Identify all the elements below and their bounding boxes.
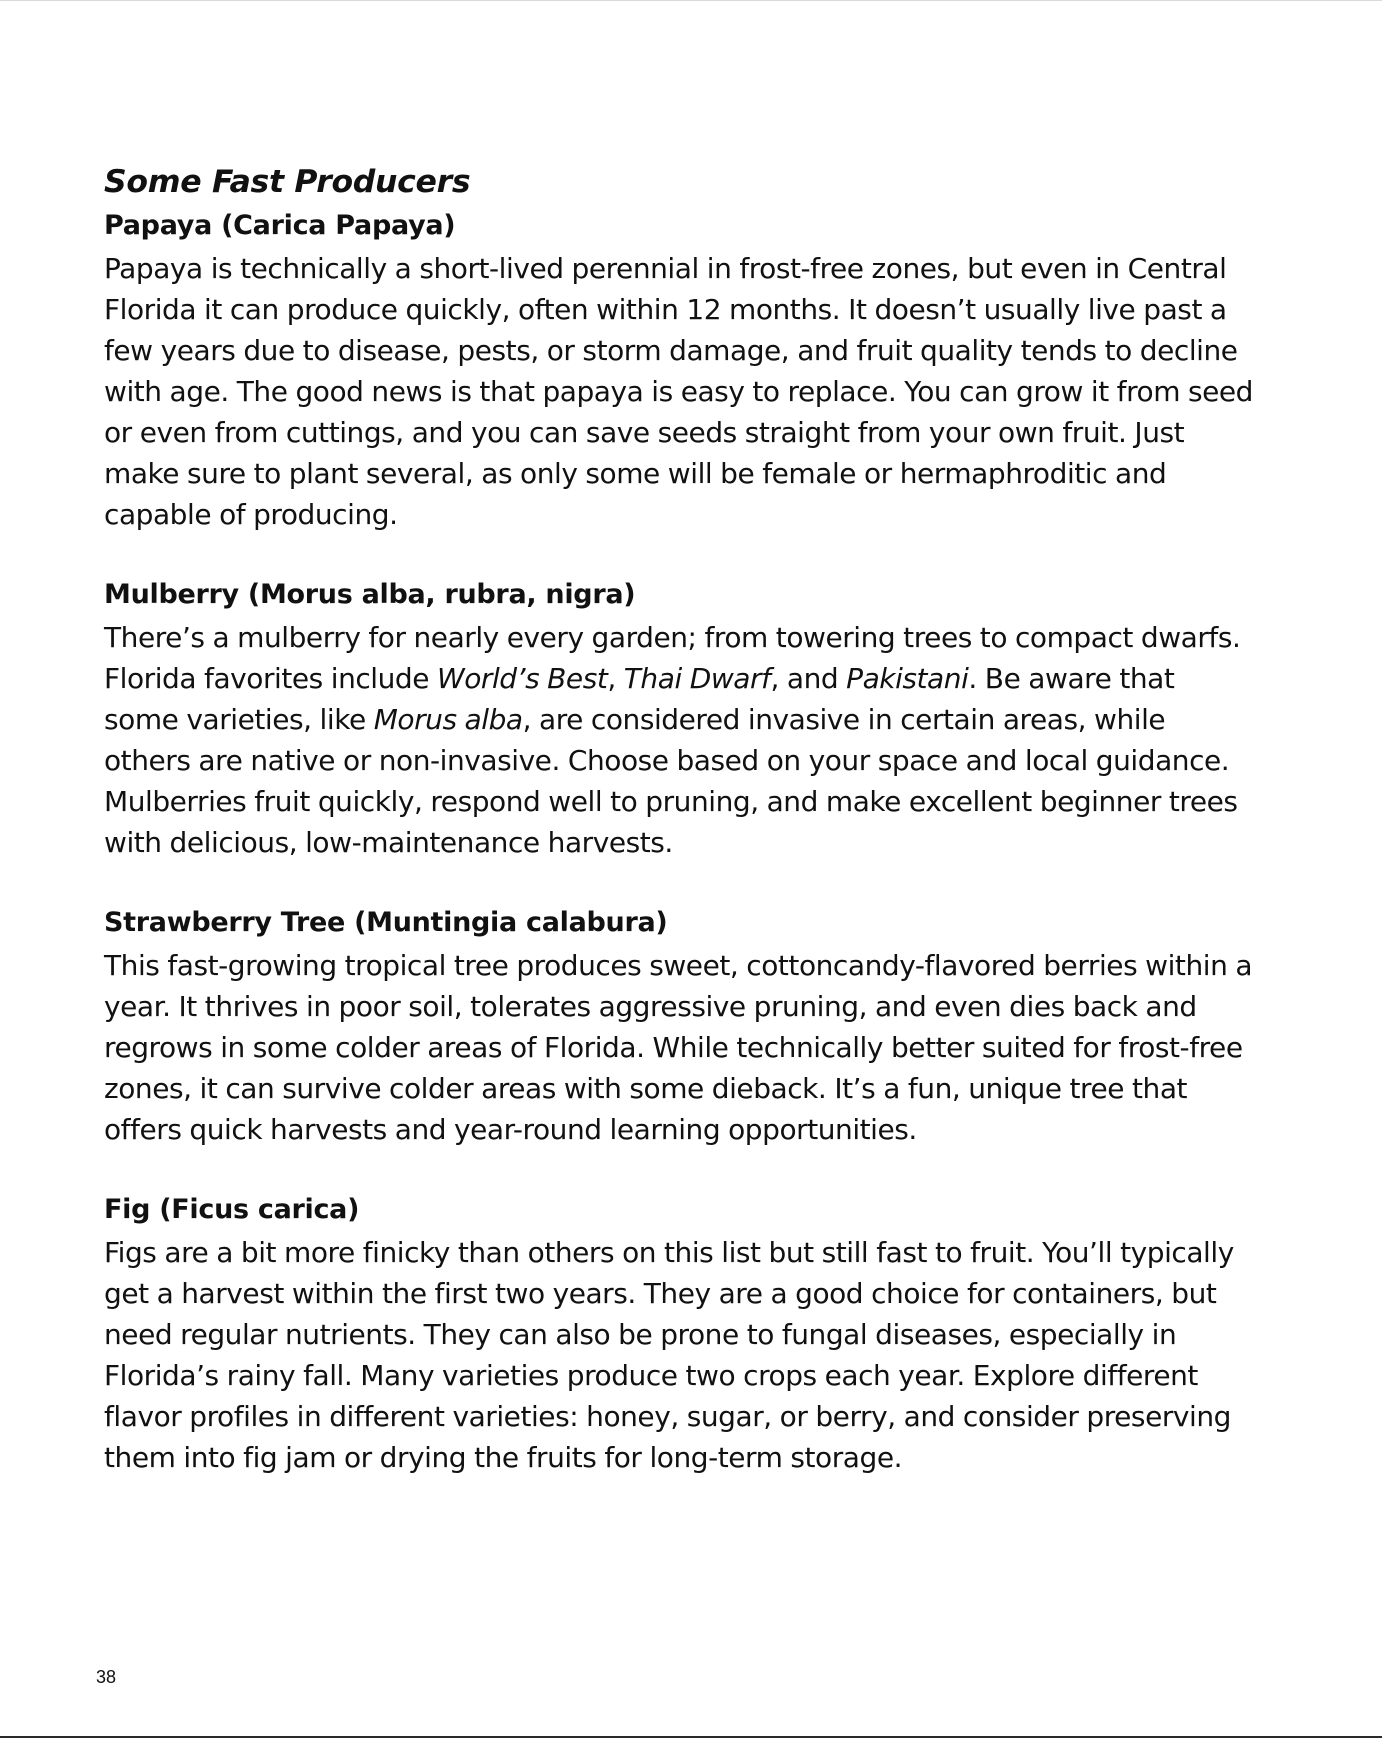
body-text: This fast-growing tropical tree produces sweet, cottoncandy-flavored berries within a year. It thrives in poor soil, tolerates aggressive pruning, and even dies back and regrows in some colder areas of Florida. While technically better suited for frost-free zones, it can survive colder areas with some dieback. It’s a fun, unique tree that offers quick harvests and year-round learning opportunities.	[104, 949, 1253, 1146]
body-text: . Be aware that some varieties, like	[104, 662, 1175, 736]
section	[104, 901, 1254, 1150]
page-title: Some Fast Producers	[104, 164, 471, 200]
body-text: , and	[770, 662, 847, 695]
italic-text: Morus alba	[373, 703, 523, 736]
sections-container	[104, 204, 1254, 1478]
section-heading: Mulberry (Morus alba, rubra, nigra)	[104, 579, 636, 610]
body-text: ,	[607, 662, 624, 695]
italic-text: Pakistani	[846, 662, 969, 695]
body-text: , are considered invasive in certain areas, while others are native or non-invasive. Choose based on your space and local guidance. Mulberries fruit quickly, respond well to pruning, and make excellent beginner trees with delicious, low-maintenance harvests.	[104, 703, 1238, 859]
body-text: Papaya is technically a short-lived perennial in frost-free zones, but even in Central Florida it can produce quickly, often within 12 months. It doesn’t usually live past a few years due to disease, pests, or storm damage, and fruit quality tends to decline with age. The good news is that papaya is easy to replace. You can grow it from seed or even from cuttings, and you can save seeds straight from your own fruit. Just make sure to plant several, as only some will be female or hermaphroditic and capable of producing.	[104, 252, 1254, 531]
italic-text: World’s Best	[437, 662, 608, 695]
section	[104, 1188, 1254, 1478]
section	[104, 204, 1254, 535]
section-heading: Fig (Ficus carica)	[104, 1194, 360, 1225]
page-number: 38	[96, 1667, 117, 1687]
section-heading: Strawberry Tree (Muntingia calabura)	[104, 907, 668, 938]
section-body	[104, 1232, 1254, 1478]
italic-text: Thai Dwarf	[623, 662, 771, 695]
page-content	[104, 160, 1254, 1478]
section-body	[104, 945, 1254, 1150]
section-body	[104, 617, 1254, 863]
body-text: There’s a mulberry for nearly every garden; from towering trees to compact dwarfs. Florida favorites include	[104, 621, 1241, 695]
page-top-border	[0, 0, 1382, 1]
section-heading: Papaya (Carica Papaya)	[104, 210, 456, 241]
section	[104, 573, 1254, 863]
section-body	[104, 248, 1254, 535]
body-text: Figs are a bit more finicky than others on this list but still fast to fruit. You’ll typically get a harvest within the first two years. They are a good choice for containers, but need regular nutrients. They can also be prone to fungal diseases, especially in Florida’s rainy fall. Many varieties produce two crops each year. Explore different flavor profiles in different varieties: honey, sugar, or berry, and consider preserving them into fig jam or drying the fruits for long-term storage.	[104, 1236, 1234, 1474]
